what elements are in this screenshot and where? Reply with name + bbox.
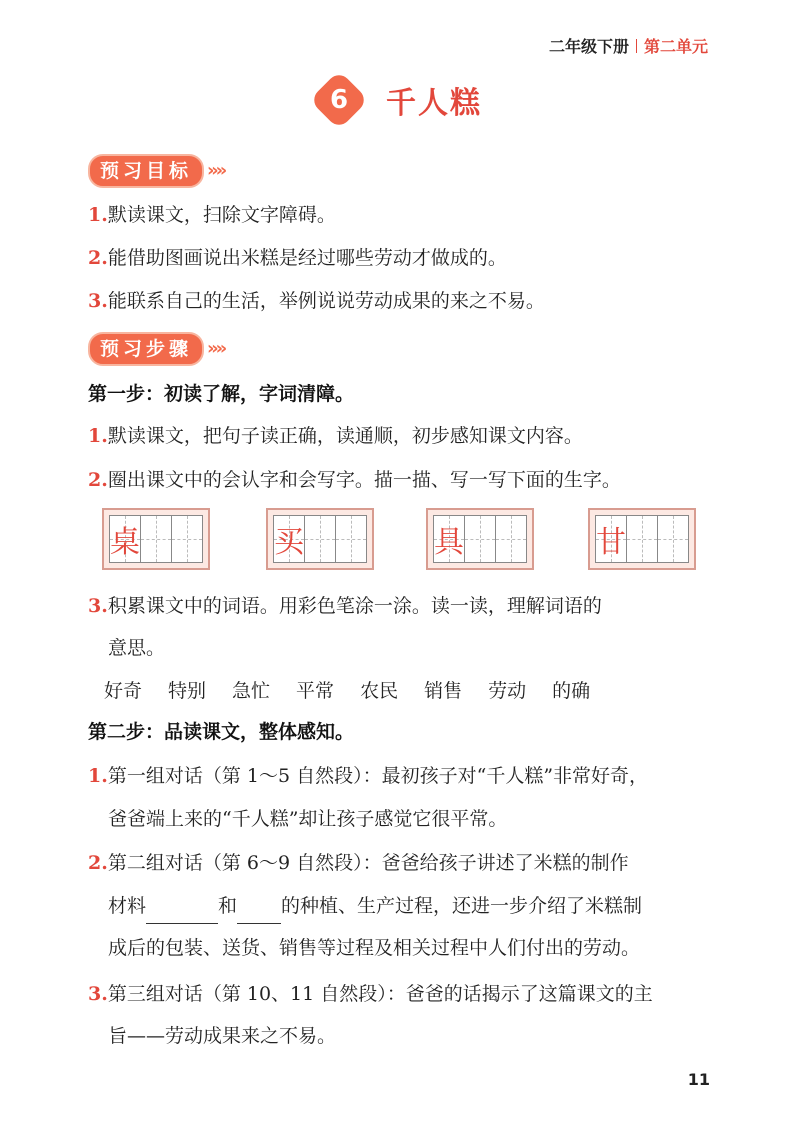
blank-cell[interactable] xyxy=(305,516,336,562)
lesson-title-row xyxy=(0,78,800,126)
vocabulary-words xyxy=(104,676,616,703)
step1-title: 第一步：初读了解，字词清障。 xyxy=(88,383,355,405)
vocab-word[interactable]: 销售 xyxy=(424,680,463,702)
step2-item-1: 1.第一组对话（第 1～5 自然段）：最初孩子对“千人糕”非常好奇， xyxy=(88,765,649,787)
vocab-word[interactable]: 农民 xyxy=(360,680,399,702)
goals-section-header xyxy=(88,154,224,188)
goals-arrows-icon: »» xyxy=(207,160,225,181)
step2-item-2-cont: 材料 和 的种植、生产过程，还进一步介绍了米糕制 xyxy=(108,892,720,924)
goal-item-1: 1.默读课文，扫除文字障碍。 xyxy=(88,204,336,226)
goals-label: 预习目标 xyxy=(88,154,204,188)
character-practice-boxes xyxy=(102,508,722,578)
fill-blank-1[interactable] xyxy=(146,895,218,924)
blank-cell[interactable] xyxy=(172,516,202,562)
steps-label: 预习步骤 xyxy=(88,332,204,366)
char-box-2 xyxy=(266,508,374,570)
blank-cell[interactable] xyxy=(658,516,688,562)
steps-section-header xyxy=(88,332,224,366)
lesson-title: 千人糕 xyxy=(386,86,482,121)
practice-char: 具 xyxy=(434,525,464,560)
step2-item-2: 2.第二组对话（第 6～9 自然段）：爸爸给孩子讲述了米糕的制作 xyxy=(88,852,629,874)
steps-arrows-icon: »» xyxy=(207,338,225,359)
blank-cell[interactable] xyxy=(496,516,526,562)
header-divider xyxy=(636,39,637,53)
goal-item-3: 3.能联系自己的生活，举例说说劳动成果的来之不易。 xyxy=(88,290,545,312)
page-header xyxy=(549,34,708,57)
step2-item-1-cont: 爸爸端上来的“千人糕”却让孩子感觉它很平常。 xyxy=(108,808,508,830)
practice-char: 买 xyxy=(274,525,304,560)
vocab-word[interactable]: 劳动 xyxy=(488,680,527,702)
unit-label: 第二单元 xyxy=(643,37,708,56)
lesson-number-badge xyxy=(309,70,368,129)
goal-item-2: 2.能借助图画说出米糕是经过哪些劳动才做成的。 xyxy=(88,247,507,269)
step2-item-2-cont2: 成后的包装、送货、销售等过程及相关过程中人们付出的劳动。 xyxy=(108,937,641,959)
char-box-1 xyxy=(102,508,210,570)
step2-item-3: 3.第三组对话（第 10、11 自然段）：爸爸的话揭示了这篇课文的主 xyxy=(88,983,653,1005)
practice-char: 桌 xyxy=(110,525,140,560)
char-box-4 xyxy=(588,508,696,570)
grade-label: 二年级下册 xyxy=(548,37,629,56)
step2-title: 第二步：品读课文，整体感知。 xyxy=(88,721,355,743)
step1-item-2: 2.圈出课文中的会认字和会写字。描一描、写一写下面的生字。 xyxy=(88,469,621,491)
step1-item-3-cont: 意思。 xyxy=(108,637,166,659)
vocab-word[interactable]: 特别 xyxy=(168,680,207,702)
char-box-3 xyxy=(426,508,534,570)
lesson-number: 6 xyxy=(329,85,349,115)
vocab-word[interactable]: 好奇 xyxy=(104,680,143,702)
practice-char: 甘 xyxy=(596,525,626,560)
vocab-word[interactable]: 平常 xyxy=(296,680,335,702)
step1-item-3: 3.积累课文中的词语。用彩色笔涂一涂。读一读，理解词语的 xyxy=(88,595,602,617)
blank-cell[interactable] xyxy=(336,516,366,562)
blank-cell[interactable] xyxy=(627,516,658,562)
page-number: 11 xyxy=(687,1070,710,1089)
fill-blank-2[interactable] xyxy=(237,895,281,924)
step1-item-1: 1.默读课文，把句子读正确，读通顺，初步感知课文内容。 xyxy=(88,425,583,447)
vocab-word[interactable]: 急忙 xyxy=(232,680,271,702)
blank-cell[interactable] xyxy=(465,516,496,562)
blank-cell[interactable] xyxy=(141,516,172,562)
step2-item-3-cont: 旨——劳动成果来之不易。 xyxy=(108,1025,337,1047)
vocab-word[interactable]: 的确 xyxy=(552,680,591,702)
